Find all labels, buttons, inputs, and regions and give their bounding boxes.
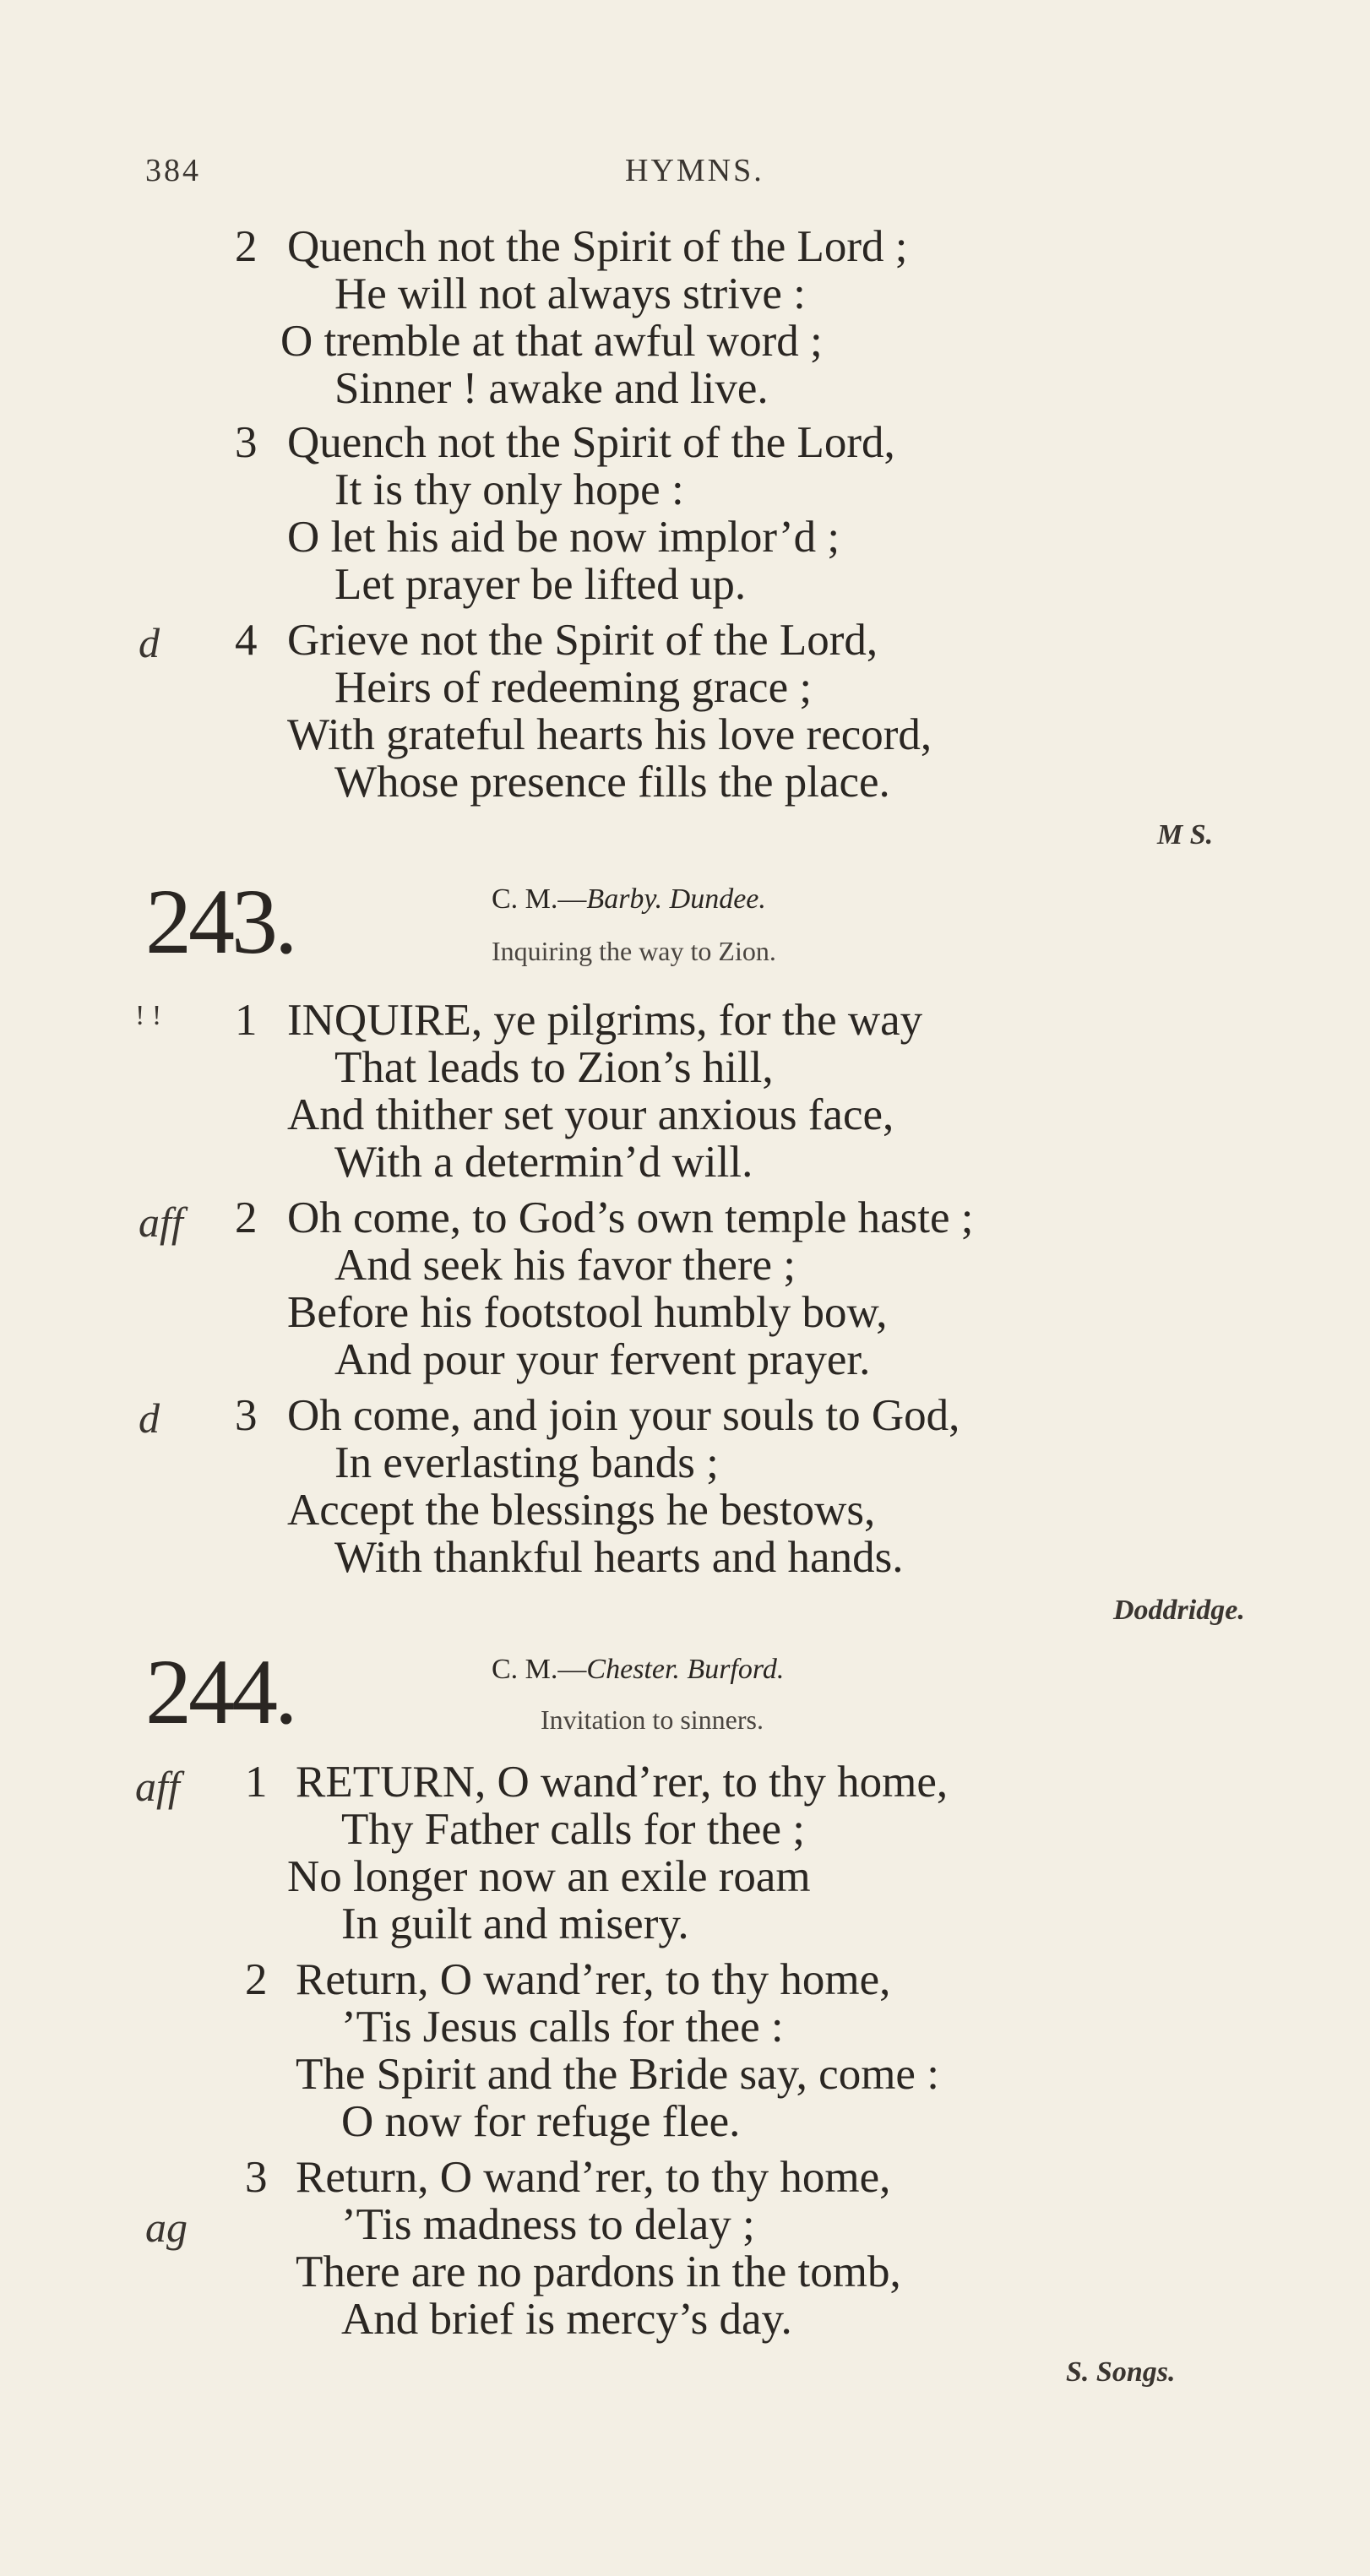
- verse-line: Thy Father calls for thee ;: [341, 1805, 805, 1854]
- verse-line: With thankful hearts and hands.: [334, 1533, 904, 1582]
- stanza-number: 3: [245, 2153, 268, 2202]
- verse-line: Quench not the Spirit of the Lord,: [287, 418, 895, 467]
- verse-line: There are no pardons in the tomb,: [296, 2247, 901, 2296]
- hymn-number: 244.: [145, 1640, 295, 1743]
- verse-line: And thither set your anxious face,: [287, 1090, 894, 1139]
- verse-line: Let prayer be lifted up.: [334, 560, 747, 609]
- verse-line: With grateful hearts his love record,: [287, 710, 932, 759]
- verse-line: Sinner ! awake and live.: [334, 364, 769, 413]
- attribution: M S.: [1157, 819, 1214, 851]
- verse-line: No longer now an exile roam: [287, 1852, 811, 1901]
- verse-line: And pour your fervent prayer.: [334, 1335, 871, 1384]
- verse-line: Oh come, and join your souls to God,: [287, 1391, 960, 1440]
- verse-line: Accept the blessings he bestows,: [287, 1486, 876, 1535]
- meter-and-tunes: [492, 883, 766, 916]
- verse-line: In guilt and misery.: [341, 1899, 689, 1948]
- verse-line: INQUIRE, ye pilgrims, for the way: [287, 996, 923, 1045]
- stanza-number: 1: [245, 1758, 268, 1807]
- verse-line: He will not always strive :: [334, 269, 806, 318]
- stanza-number: 2: [235, 222, 258, 271]
- tune-names: Chester. Burford.: [586, 1654, 785, 1685]
- verse-line: Oh come, to God’s own temple haste ;: [287, 1193, 974, 1242]
- meter: C. M.—: [492, 883, 587, 915]
- verse-line: Quench not the Spirit of the Lord ;: [287, 222, 908, 271]
- attribution: S. Songs.: [1066, 2356, 1176, 2388]
- stanza-number: 4: [235, 616, 258, 665]
- stanza-number: 2: [245, 1955, 268, 2004]
- verse-line: It is thy only hope :: [334, 465, 684, 514]
- verse-line: The Spirit and the Bride say, come :: [296, 2050, 939, 2099]
- verse-line: Return, O wand’rer, to thy home,: [296, 1955, 891, 2004]
- verse-line: In everlasting bands ;: [334, 1438, 719, 1487]
- meter: C. M.—: [492, 1654, 587, 1685]
- hymn-number: 243.: [145, 870, 295, 973]
- running-title: HYMNS.: [625, 153, 764, 188]
- dynamic-mark: aff: [135, 1763, 180, 1810]
- hymn-subtitle: Invitation to sinners.: [541, 1704, 764, 1735]
- verse-line: O now for refuge flee.: [341, 2097, 741, 2146]
- verse-line: ’Tis madness to delay ;: [341, 2200, 755, 2249]
- verse-line: ’Tis Jesus calls for thee :: [341, 2003, 784, 2052]
- stanza-number: 3: [235, 1391, 258, 1440]
- dynamic-mark: aff: [139, 1198, 183, 1246]
- verse-line: RETURN, O wand’rer, to thy home,: [296, 1758, 949, 1807]
- verse-line: O tremble at that awful word ;: [280, 317, 823, 366]
- dynamic-mark: d: [139, 1394, 160, 1442]
- tune-names: Barby. Dundee.: [586, 883, 766, 915]
- dynamic-mark: ag: [145, 2204, 188, 2251]
- hymn-subtitle: Inquiring the way to Zion.: [492, 936, 776, 966]
- verse-line: Before his footstool humbly bow,: [287, 1288, 888, 1337]
- verse-line: Grieve not the Spirit of the Lord,: [287, 616, 878, 665]
- stanza-number: 1: [235, 996, 258, 1045]
- stanza-number: 3: [235, 418, 258, 467]
- dynamic-mark: ! !: [135, 1000, 162, 1031]
- page-number: 384: [145, 153, 201, 188]
- verse-line: Heirs of redeeming grace ;: [334, 663, 813, 712]
- stanza-number: 2: [235, 1193, 258, 1242]
- verse-line: Whose presence fills the place.: [334, 758, 890, 807]
- verse-line: That leads to Zion’s hill,: [334, 1043, 774, 1092]
- verse-line: And seek his favor there ;: [334, 1241, 796, 1290]
- meter-and-tunes: [492, 1654, 784, 1686]
- verse-line: Return, O wand’rer, to thy home,: [296, 2153, 891, 2202]
- verse-line: And brief is mercy’s day.: [341, 2295, 792, 2344]
- verse-line: O let his aid be now implor’d ;: [287, 513, 840, 562]
- verse-line: With a determin’d will.: [334, 1138, 753, 1187]
- attribution: Doddridge.: [1113, 1595, 1245, 1626]
- dynamic-mark: d: [139, 619, 160, 666]
